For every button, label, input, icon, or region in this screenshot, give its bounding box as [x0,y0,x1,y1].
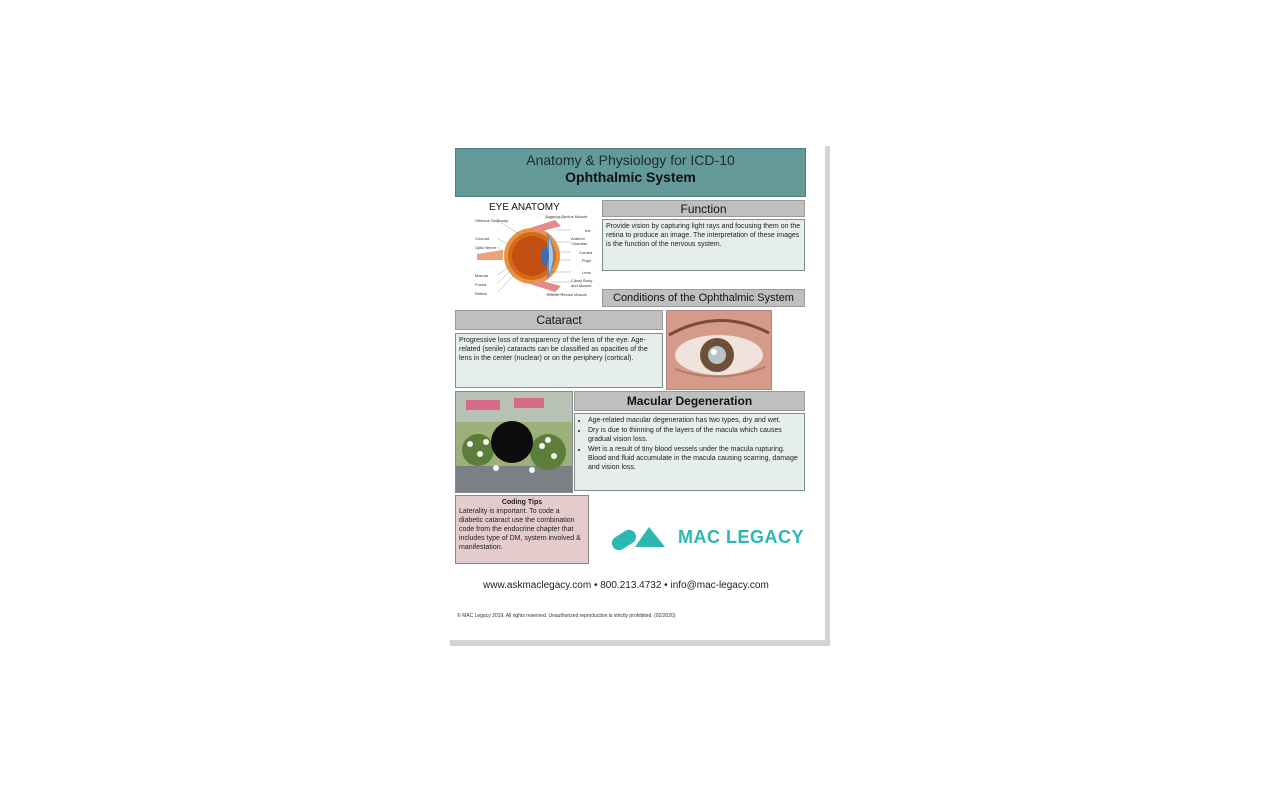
macular-bullet: • Wet is a result of tiny blood vessels under the macula rupturing. Blood and fluid accumulate in the macula causing scarring, damage and vision loss. [588,445,801,472]
label-macula: Macula [475,273,488,278]
macular-bullet: • Age-related macular degeneration has two types, dry and wet. [588,416,801,425]
macular-bullet: • Dry is due to thinning of the layers of the macula which causes gradual vision loss. [588,426,801,444]
coding-tips-box [455,495,589,564]
label-optic-nerve: Optic Nerve [475,245,497,250]
macular-bullet-list [578,416,801,472]
eye-anatomy-diagram [475,214,600,296]
macular-degeneration-photo [455,391,573,493]
label-pupil: Pupil [582,258,591,263]
coding-tips-title: Coding Tips [501,499,543,506]
macular-vision-image [456,392,572,492]
mac-legacy-logo-icon [609,523,669,551]
copyright-notice: © MAC Legacy 2019. All rights reserved. Unauthorized reproduction is strictly prohibited. (02/2020) [457,613,676,619]
title-line-2: Ophthalmic System [565,169,696,185]
document-page [445,140,825,640]
title-line-1: Anatomy & Physiology for ICD-10 [526,152,735,168]
mac-legacy-logo-text: MAC LEGACY [678,527,804,547]
label-iris: Iris [585,228,591,233]
title-banner [455,148,806,197]
label-ciliary-body: Ciliary Body and Muscle [571,278,593,288]
label-cornea: Cornea [579,250,593,255]
label-retina: Retina [475,291,487,296]
eye-anatomy-title: EYE ANATOMY [489,202,560,213]
label-lens: Lens [582,270,591,275]
label-superior-rectus: Superior Rectus Muscle [545,214,588,219]
conditions-heading: Conditions of the Ophthalmic System [602,289,805,307]
macular-text [574,413,805,491]
contact-line: www.askmaclegacy.com • 800.213.4732 • info@mac-legacy.com [483,580,769,591]
cataract-text: Progressive loss of transparency of the lens of the eye. Age-related (senile) cataracts can be classified as opacities of the lens in the center (nuclear) or on the periphery (cortical). [455,333,663,388]
cataract-eye-photo [666,310,772,390]
function-text: Provide vision by capturing light rays and focusing them on the retina to produce an image. The interpretation of these images is the function of the nervous system. [602,219,805,271]
macular-heading: Macular Degeneration [574,391,805,411]
coding-tips-text: Laterality is important. To code a diabetic cataract use the combination code from the endocrine chapter that includes type of DM, system involved & manifestation. [459,508,581,551]
label-fovea: Fovea [475,282,487,287]
cataract-heading: Cataract [455,310,663,330]
label-anterior-chamber: Anterior Chamber [571,236,588,246]
cataract-eye-image [667,311,771,389]
label-vitreous: Vitreous Gel(body) [475,218,509,223]
label-choroid: Choroid [475,236,490,241]
label-inferior-rectus: Inferior Rectus Muscle [547,292,587,297]
function-heading: Function [602,200,805,217]
